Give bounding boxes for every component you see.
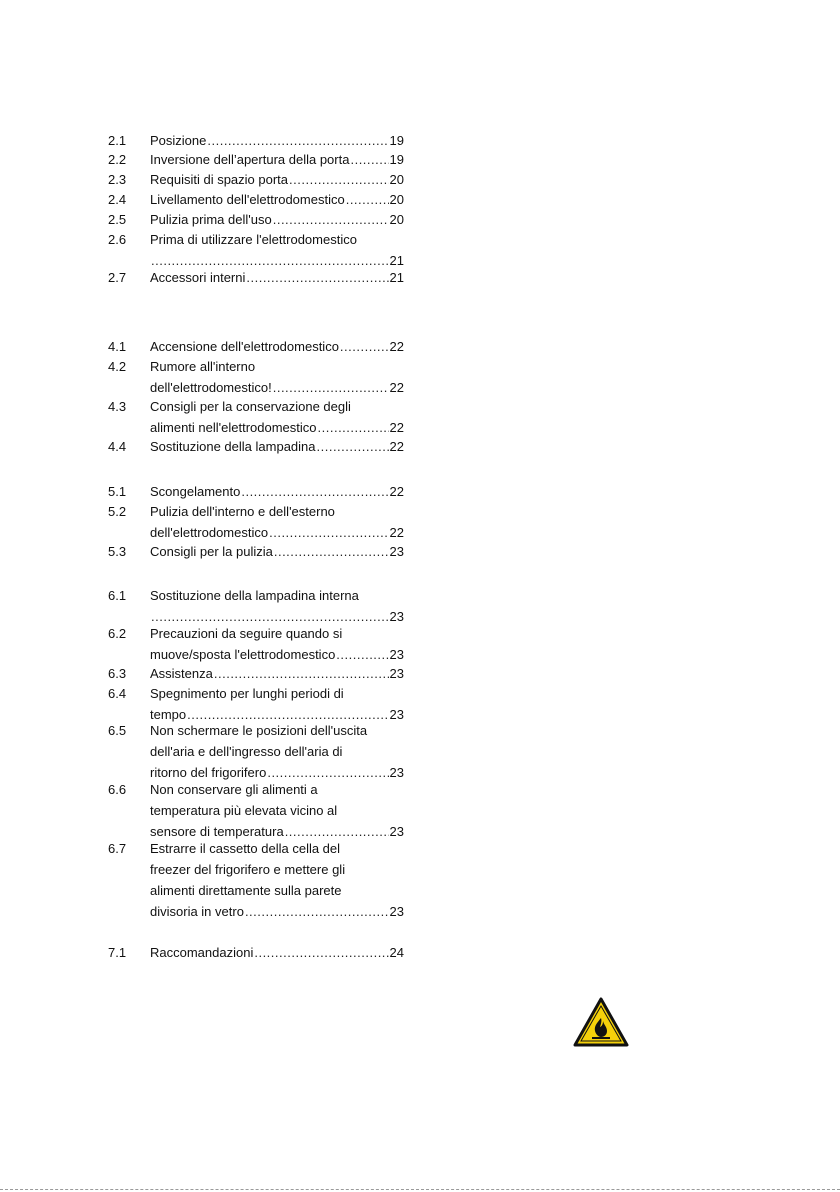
toc-entry-text: Non conservare gli alimenti a (150, 782, 318, 797)
toc-page-number: 19 (389, 152, 404, 167)
toc-entry-text: Assistenza (150, 666, 213, 681)
toc-entry-title (150, 149, 404, 170)
toc-entry-title (150, 209, 404, 230)
toc-entry[interactable] (108, 229, 408, 271)
flammable-warning-icon (572, 996, 630, 1048)
toc-entry-text: Scongelamento (150, 484, 241, 499)
toc-entry-line (150, 859, 404, 880)
toc-entry[interactable] (108, 942, 408, 963)
toc-entry[interactable] (108, 169, 408, 190)
toc-entry-line (150, 838, 404, 859)
toc-entry-number: 5.2 (108, 504, 127, 519)
toc-entry-text: Spegnimento per lunghi periodi di (150, 686, 344, 701)
toc-entry-text: Estrarre il cassetto della cella del (150, 841, 341, 856)
toc-page-number: 20 (389, 192, 404, 207)
toc-page-number: 23 (389, 609, 404, 624)
toc-entry-text: Raccomandazioni (150, 945, 254, 960)
toc-entry[interactable] (108, 209, 408, 230)
toc-entry[interactable] (108, 838, 408, 922)
toc-page-number: 21 (389, 253, 404, 268)
toc-entry-text: Requisiti di spazio porta (150, 172, 289, 187)
toc-entry-line (150, 942, 404, 963)
toc-entry-number: 2.4 (108, 192, 127, 207)
toc-entry[interactable] (108, 356, 408, 398)
toc-entry-title (150, 838, 404, 922)
toc-entry[interactable] (108, 501, 408, 543)
toc-page-number: 20 (389, 212, 404, 227)
toc-leader-dots (289, 169, 389, 190)
toc-entry[interactable] (108, 189, 408, 210)
toc-leader-dots (318, 417, 389, 438)
toc-entry[interactable] (108, 779, 408, 842)
toc-leader-dots (241, 481, 388, 502)
toc-entry[interactable] (108, 585, 408, 627)
toc-entry-number: 2.7 (108, 270, 127, 285)
toc-leader-dots (207, 130, 388, 151)
toc-entry-number: 2.2 (108, 152, 127, 167)
toc-entry-line (150, 720, 404, 741)
toc-entry-line (150, 541, 404, 562)
toc-entry-line (150, 229, 404, 250)
toc-page-number: 19 (389, 133, 404, 148)
toc-entry-text: alimenti nell'elettrodomestico (150, 420, 317, 435)
toc-page-number: 22 (389, 439, 404, 454)
toc-entry-number: 4.4 (108, 439, 127, 454)
toc-entry-text: Consigli per la pulizia (150, 544, 273, 559)
toc-entry-line (150, 169, 404, 190)
toc-entry-text: dell'elettrodomestico (150, 525, 269, 540)
toc-entry-line (150, 779, 404, 800)
toc-entry-title (150, 683, 404, 725)
toc-entry-line (150, 585, 404, 606)
toc-entry-line (150, 267, 404, 288)
toc-entry-number: 2.5 (108, 212, 127, 227)
toc-entry-number: 2.1 (108, 133, 127, 148)
toc-entry-line (150, 356, 404, 377)
toc-entry-text: Posizione (150, 133, 207, 148)
toc-entry-number: 6.1 (108, 588, 127, 603)
toc-entry-line (150, 800, 404, 821)
toc-entry[interactable] (108, 720, 408, 783)
toc-entry-number: 5.1 (108, 484, 127, 499)
toc-entry-line (150, 436, 404, 457)
toc-leader-dots (269, 522, 388, 543)
toc-leader-dots (340, 336, 389, 357)
toc-entry-text: sensore di temperatura (150, 824, 284, 839)
toc-entry-line (150, 501, 404, 522)
toc-entry[interactable] (108, 396, 408, 438)
toc-entry-text: tempo (150, 707, 187, 722)
toc-entry-text: dell'elettrodomestico! (150, 380, 272, 395)
toc-entry-text: Pulizia dell'interno e dell'esterno (150, 504, 335, 519)
toc-page-number: 23 (389, 544, 404, 559)
toc-entry-line (150, 377, 404, 398)
toc-page-number: 22 (389, 380, 404, 395)
toc-entry-title (150, 169, 404, 190)
toc-leader-dots (214, 663, 389, 684)
toc-page-number: 23 (389, 647, 404, 662)
toc-entry-title (150, 663, 404, 684)
toc-entry-text: Sostituzione della lampadina (150, 439, 316, 454)
toc-entry-text: Accensione dell'elettrodomestico (150, 339, 339, 354)
toc-entry[interactable] (108, 130, 408, 151)
toc-entry[interactable] (108, 541, 408, 562)
toc-entry[interactable] (108, 267, 408, 288)
toc-entry-number: 4.3 (108, 399, 127, 414)
toc-entry[interactable] (108, 663, 408, 684)
toc-leader-dots (336, 644, 388, 665)
toc-entry-line (150, 481, 404, 502)
toc-entry-line (150, 336, 404, 357)
toc-entry-title (150, 779, 404, 842)
toc-entry-title (150, 267, 404, 288)
toc-page-number: 22 (389, 420, 404, 435)
toc-entry-text: Inversione dell’apertura della porta (150, 152, 350, 167)
toc-entry-title (150, 623, 404, 665)
toc-entry[interactable] (108, 481, 408, 502)
toc-entry[interactable] (108, 623, 408, 665)
toc-entry-text: Non schermare le posizioni dell'uscita (150, 723, 368, 738)
toc-entry-title (150, 396, 404, 438)
toc-entry-text: Livellamento dell'elettrodomestico (150, 192, 345, 207)
toc-entry-number: 2.6 (108, 232, 127, 247)
toc-entry-number: 4.2 (108, 359, 127, 374)
toc-entry-title (150, 720, 404, 783)
toc-entry-line (150, 417, 404, 438)
toc-entry-line (150, 623, 404, 644)
toc-entry-title (150, 436, 404, 457)
toc-page-number: 23 (389, 904, 404, 919)
toc-leader-dots (254, 942, 388, 963)
toc-entry-line (150, 149, 404, 170)
toc-entry-line (150, 880, 404, 901)
toc-entry-title (150, 942, 404, 963)
toc-entry-line (150, 130, 404, 151)
toc-page-number: 20 (389, 172, 404, 187)
toc-entry-text: Precauzioni da seguire quando si (150, 626, 343, 641)
toc-entry-title (150, 229, 404, 271)
toc-entry-number: 6.2 (108, 626, 127, 641)
toc-page-number: 22 (389, 339, 404, 354)
toc-entry[interactable] (108, 683, 408, 725)
toc-leader-dots (273, 377, 389, 398)
toc-entry-number: 5.3 (108, 544, 127, 559)
toc-leader-dots (274, 541, 389, 562)
toc-entry[interactable] (108, 336, 408, 357)
toc-page-number: 23 (389, 765, 404, 780)
toc-entry-title (150, 130, 404, 151)
toc-entry-number: 4.1 (108, 339, 127, 354)
toc-entry-text: Consigli per la conservazione degli (150, 399, 351, 414)
toc-entry-title (150, 189, 404, 210)
toc-entry-text: alimenti direttamente sulla parete (150, 883, 342, 898)
toc-entry-line (150, 644, 404, 665)
toc-entry-title (150, 501, 404, 543)
toc-entry-line (150, 522, 404, 543)
toc-entry-text: Pulizia prima dell'uso (150, 212, 272, 227)
toc-entry-text: temperatura più elevata vicino al (150, 803, 338, 818)
toc-leader-dots (346, 189, 389, 210)
toc-entry-title (150, 356, 404, 398)
toc-leader-dots (246, 267, 388, 288)
toc-leader-dots (245, 901, 389, 922)
toc-page-number: 21 (389, 270, 404, 285)
toc-entry-title (150, 585, 404, 627)
toc-page-number: 22 (389, 525, 404, 540)
toc-entry[interactable] (108, 149, 408, 170)
toc-entry-number: 6.3 (108, 666, 127, 681)
toc-entry-title (150, 481, 404, 502)
toc-entry-line (150, 901, 404, 922)
toc-entry-text: Sostituzione della lampadina interna (150, 588, 359, 603)
toc-entry-number: 2.3 (108, 172, 127, 187)
toc-leader-dots (350, 149, 388, 170)
toc-entry-text: Rumore all'interno (150, 359, 256, 374)
toc-entry[interactable] (108, 436, 408, 457)
toc-entry-line (150, 741, 404, 762)
toc-entry-line (150, 683, 404, 704)
toc-entry-number: 7.1 (108, 945, 127, 960)
toc-page-number: 23 (389, 707, 404, 722)
toc-entry-line (150, 663, 404, 684)
toc-entry-text: Prima di utilizzare l'elettrodomestico (150, 232, 357, 247)
toc-entry-text: dell'aria e dell'ingresso dell'aria di (150, 744, 343, 759)
toc-entry-text: Accessori interni (150, 270, 246, 285)
toc-entry-title (150, 336, 404, 357)
toc-entry-number: 6.4 (108, 686, 127, 701)
toc-entry-line (150, 396, 404, 417)
toc-entry-number: 6.6 (108, 782, 127, 797)
toc-leader-dots (273, 209, 389, 230)
toc-entry-number: 6.7 (108, 841, 127, 856)
toc-page-number: 23 (389, 824, 404, 839)
toc-entry-text: muove/sposta l'elettrodomestico (150, 647, 336, 662)
toc-entry-title (150, 541, 404, 562)
toc-entry-line (150, 209, 404, 230)
toc-page-number: 23 (389, 666, 404, 681)
toc-entry-number: 6.5 (108, 723, 127, 738)
page-edge-rule (0, 1189, 840, 1190)
toc-entry-text: divisoria in vetro (150, 904, 244, 919)
toc-entry-text: freezer del frigorifero e mettere gli (150, 862, 346, 877)
toc-page-number: 22 (389, 484, 404, 499)
toc-leader-dots (317, 436, 389, 457)
toc-page-number: 24 (389, 945, 404, 960)
toc-entry-text: ritorno del frigorifero (150, 765, 267, 780)
toc-entry-line (150, 189, 404, 210)
